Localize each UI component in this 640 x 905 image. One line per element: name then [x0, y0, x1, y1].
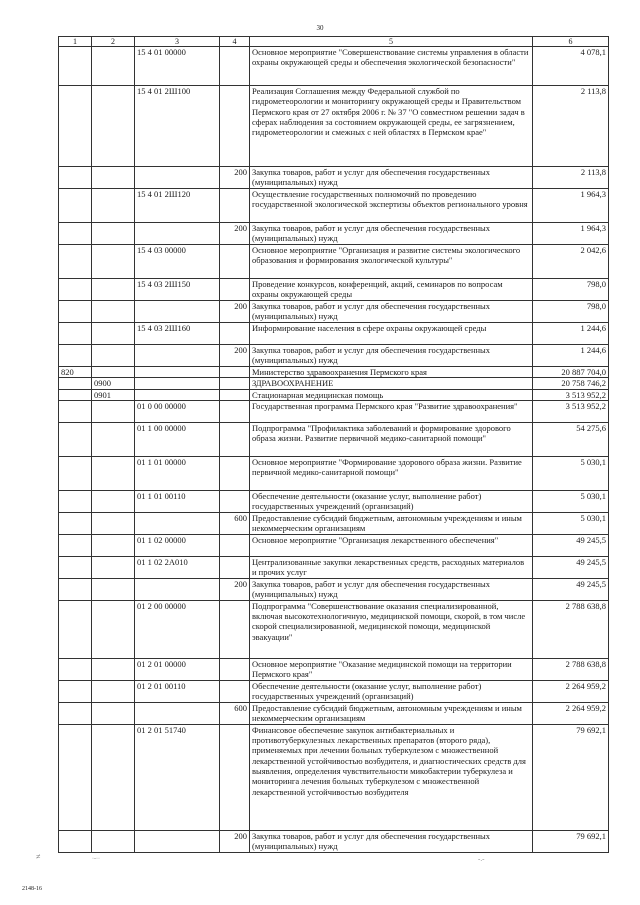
cell-section: [92, 702, 135, 724]
cell-expense-type: [220, 389, 250, 400]
cell-section: [92, 189, 135, 223]
cell-code-admin: [59, 534, 92, 556]
header-cell: 6: [533, 37, 609, 47]
cell-amount: 1 964,3: [533, 223, 609, 245]
table-row: [59, 556, 609, 578]
cell-description: Закупка товаров, работ и услуг для обеспечения государственных (муниципальных) нужд: [250, 301, 533, 323]
cell-target-article: 01 2 01 00110: [135, 680, 220, 702]
cell-code-admin: [59, 345, 92, 367]
cell-amount: 49 245,5: [533, 578, 609, 600]
cell-description: Закупка товаров, работ и услуг для обеспечения государственных (муниципальных) нужд: [250, 830, 533, 852]
cell-description: Предоставление субсидий бюджетным, автономным учреждениям и иным некоммерческим организациям: [250, 702, 533, 724]
cell-expense-type: 200: [220, 223, 250, 245]
cell-description: Обеспечение деятельности (оказание услуг, выполнение работ) государственных учреждений (организаций): [250, 680, 533, 702]
cell-amount: 2 788 638,8: [533, 658, 609, 680]
cell-target-article: 01 1 00 00000: [135, 422, 220, 456]
cell-expense-type: [220, 422, 250, 456]
cell-target-article: [135, 223, 220, 245]
cell-code-admin: [59, 389, 92, 400]
cell-amount: 2 788 638,8: [533, 600, 609, 658]
cell-target-article: [135, 301, 220, 323]
cell-code-admin: [59, 456, 92, 490]
cell-amount: 1 964,3: [533, 189, 609, 223]
cell-section: [92, 556, 135, 578]
cell-code-admin: [59, 556, 92, 578]
cell-code-admin: 820: [59, 367, 92, 378]
table-row: [59, 702, 609, 724]
cell-code-admin: [59, 378, 92, 389]
cell-description: Закупка товаров, работ и услуг для обеспечения государственных (муниципальных) нужд: [250, 223, 533, 245]
cell-section: [92, 490, 135, 512]
cell-code-admin: [59, 512, 92, 534]
cell-expense-type: [220, 600, 250, 658]
cell-target-article: 15 4 03 00000: [135, 245, 220, 279]
cell-target-article: 01 2 00 00000: [135, 600, 220, 658]
cell-description: Информирование населения в сфере охраны окружающей среды: [250, 323, 533, 345]
cell-amount: 798,0: [533, 279, 609, 301]
cell-amount: 49 245,5: [533, 534, 609, 556]
cell-expense-type: [220, 323, 250, 345]
table-row: [59, 512, 609, 534]
cell-target-article: 15 4 03 2Ш160: [135, 323, 220, 345]
table-row: [59, 830, 609, 852]
cell-code-admin: [59, 167, 92, 189]
cell-section: [92, 245, 135, 279]
cell-expense-type: 200: [220, 301, 250, 323]
cell-section: [92, 301, 135, 323]
cell-code-admin: [59, 600, 92, 658]
table-row: [59, 86, 609, 167]
cell-description: Подпрограмма "Профилактика заболеваний и формирование здорового образа жизни. Развитие первичной медико-санитарной помощи": [250, 422, 533, 456]
table-row: [59, 400, 609, 422]
cell-description: Закупка товаров, работ и услуг для обеспечения государственных (муниципальных) нужд: [250, 167, 533, 189]
table-row: [59, 389, 609, 400]
table-row: [59, 658, 609, 680]
table-row: [59, 578, 609, 600]
table-row: [59, 367, 609, 378]
cell-code-admin: [59, 47, 92, 86]
cell-code-admin: [59, 400, 92, 422]
cell-expense-type: [220, 400, 250, 422]
table-row: [59, 680, 609, 702]
table-row: [59, 279, 609, 301]
cell-amount: 1 244,6: [533, 323, 609, 345]
cell-code-admin: [59, 86, 92, 167]
cell-expense-type: 200: [220, 345, 250, 367]
cell-code-admin: [59, 578, 92, 600]
cell-amount: 54 275,6: [533, 422, 609, 456]
cell-amount: 2 264 959,2: [533, 680, 609, 702]
cell-section: [92, 600, 135, 658]
cell-target-article: 01 1 02 00000: [135, 534, 220, 556]
cell-expense-type: [220, 245, 250, 279]
cell-amount: 2 113,8: [533, 167, 609, 189]
cell-target-article: 01 2 01 00000: [135, 658, 220, 680]
cell-section: [92, 323, 135, 345]
cell-amount: 4 078,1: [533, 47, 609, 86]
cell-target-article: [135, 512, 220, 534]
cell-expense-type: 200: [220, 830, 250, 852]
cell-expense-type: [220, 658, 250, 680]
cell-section: [92, 680, 135, 702]
cell-target-article: 01 1 01 00110: [135, 490, 220, 512]
header-cell: 2: [92, 37, 135, 47]
cell-amount: 3 513 952,2: [533, 400, 609, 422]
cell-amount: 5 030,1: [533, 490, 609, 512]
cell-section: [92, 658, 135, 680]
table-row: [59, 490, 609, 512]
cell-section: [92, 422, 135, 456]
page-number: 30: [316, 24, 324, 32]
cell-amount: 2 113,8: [533, 86, 609, 167]
cell-target-article: [135, 378, 220, 389]
cell-expense-type: [220, 367, 250, 378]
table-row: [59, 724, 609, 830]
cell-section: [92, 578, 135, 600]
cell-description: Подпрограмма "Совершенствование оказания специализированной, включая высокотехнологичную, медицинской помощи, скорой, в том числе скорой специализированной, медицинской помощи, медицинской эвакуации": [250, 600, 533, 658]
cell-expense-type: [220, 556, 250, 578]
cell-description: Обеспечение деятельности (оказание услуг, выполнение работ) государственных учреждений (организаций): [250, 490, 533, 512]
cell-section: [92, 279, 135, 301]
cell-expense-type: [220, 456, 250, 490]
cell-target-article: 01 2 01 51740: [135, 724, 220, 830]
cell-section: [92, 223, 135, 245]
cell-description: Реализация Соглашения между Федеральной службой по гидрометеорологии и мониторингу окружающей среды и Правительством Пермского края от 27 октября 2006 г. № 37 "О совместном решении задач в сферах наблюдения за состоянием окружающей среды, ее загрязнением, гидрометеорологии и смежных с ней областях в Пермском крае": [250, 86, 533, 167]
cell-description: Министерство здравоохранения Пермского края: [250, 367, 533, 378]
cell-expense-type: [220, 534, 250, 556]
cell-expense-type: [220, 724, 250, 830]
cell-section: [92, 724, 135, 830]
table-row: [59, 378, 609, 389]
footer-note: 2148-16: [22, 886, 42, 892]
cell-amount: 3 513 952,2: [533, 389, 609, 400]
cell-expense-type: 200: [220, 167, 250, 189]
cell-expense-type: 600: [220, 512, 250, 534]
table-row: [59, 456, 609, 490]
table-row: [59, 47, 609, 86]
cell-code-admin: [59, 490, 92, 512]
cell-target-article: [135, 702, 220, 724]
cell-description: ЗДРАВООХРАНЕНИЕ: [250, 378, 533, 389]
header-cell: 5: [250, 37, 533, 47]
cell-section: [92, 167, 135, 189]
header-cell: 4: [220, 37, 250, 47]
cell-code-admin: [59, 658, 92, 680]
cell-target-article: 01 1 02 2А010: [135, 556, 220, 578]
cell-code-admin: [59, 301, 92, 323]
cell-description: Стационарная медицинская помощь: [250, 389, 533, 400]
scan-mark: ·-··: [92, 856, 100, 862]
cell-target-article: [135, 345, 220, 367]
cell-target-article: 15 4 01 00000: [135, 47, 220, 86]
cell-target-article: [135, 389, 220, 400]
cell-amount: 2 042,6: [533, 245, 609, 279]
cell-section: [92, 86, 135, 167]
cell-amount: 5 030,1: [533, 456, 609, 490]
cell-code-admin: [59, 724, 92, 830]
scan-mark: ≠: [36, 852, 41, 861]
cell-section: 0901: [92, 389, 135, 400]
cell-section: [92, 47, 135, 86]
table-row: [59, 189, 609, 223]
cell-amount: 49 245,5: [533, 556, 609, 578]
cell-amount: 5 030,1: [533, 512, 609, 534]
cell-target-article: [135, 578, 220, 600]
header-cell: 1: [59, 37, 92, 47]
cell-amount: 2 264 959,2: [533, 702, 609, 724]
cell-target-article: [135, 167, 220, 189]
cell-section: 0900: [92, 378, 135, 389]
cell-description: Проведение конкурсов, конференций, акций, семинаров по вопросам охраны окружающей среды: [250, 279, 533, 301]
cell-section: [92, 367, 135, 378]
cell-expense-type: [220, 86, 250, 167]
header-row: [59, 37, 609, 47]
table-row: [59, 600, 609, 658]
cell-section: [92, 512, 135, 534]
cell-target-article: [135, 830, 220, 852]
cell-description: Основное мероприятие "Организация лекарственного обеспечения": [250, 534, 533, 556]
cell-description: Закупка товаров, работ и услуг для обеспечения государственных (муниципальных) нужд: [250, 578, 533, 600]
cell-description: Централизованные закупки лекарственных средств, расходных материалов и прочих услуг: [250, 556, 533, 578]
cell-amount: 20 758 746,2: [533, 378, 609, 389]
cell-section: [92, 456, 135, 490]
cell-code-admin: [59, 245, 92, 279]
cell-code-admin: [59, 189, 92, 223]
table-row: [59, 323, 609, 345]
cell-description: Основное мероприятие "Совершенствование системы управления в области охраны окружающей среды и обеспечения экологической безопасности": [250, 47, 533, 86]
cell-expense-type: [220, 47, 250, 86]
cell-target-article: 15 4 03 2Ш150: [135, 279, 220, 301]
cell-code-admin: [59, 680, 92, 702]
cell-target-article: [135, 367, 220, 378]
table-row: [59, 167, 609, 189]
cell-expense-type: 200: [220, 578, 250, 600]
cell-target-article: 01 1 01 00000: [135, 456, 220, 490]
cell-expense-type: [220, 279, 250, 301]
table-row: [59, 534, 609, 556]
table-row: [59, 345, 609, 367]
table-row: [59, 422, 609, 456]
cell-description: Осуществление государственных полномочий по проведению государственной экологической экспертизы объектов регионального уровня: [250, 189, 533, 223]
cell-code-admin: [59, 279, 92, 301]
cell-expense-type: [220, 490, 250, 512]
cell-target-article: 01 0 00 00000: [135, 400, 220, 422]
table-row: [59, 223, 609, 245]
cell-expense-type: [220, 378, 250, 389]
cell-code-admin: [59, 323, 92, 345]
cell-expense-type: [220, 189, 250, 223]
cell-expense-type: [220, 680, 250, 702]
table-row: [59, 245, 609, 279]
cell-amount: 1 244,6: [533, 345, 609, 367]
cell-code-admin: [59, 422, 92, 456]
cell-description: Финансовое обеспечение закупок антибактериальных и противотуберкулезных лекарственных препаратов (второго ряда), применяемых при лечении больных туберкулезом с множественной лекарственной устойчивостью возбудителя, и диагностических средств для выявления, определения чувствительности микобактерии туберкулеза и мониторинга лечения больных туберкулезом с множественной лекарственной устойчивостью возбудителя: [250, 724, 533, 830]
cell-amount: 79 692,1: [533, 830, 609, 852]
cell-code-admin: [59, 702, 92, 724]
cell-section: [92, 830, 135, 852]
cell-description: Основное мероприятие "Оказание медицинской помощи на территории Пермского края": [250, 658, 533, 680]
cell-amount: 798,0: [533, 301, 609, 323]
cell-section: [92, 534, 135, 556]
header-cell: 3: [135, 37, 220, 47]
scan-mark: -.-: [478, 855, 485, 863]
cell-description: Государственная программа Пермского края "Развитие здравоохранения": [250, 400, 533, 422]
cell-target-article: 15 4 01 2Ш100: [135, 86, 220, 167]
table-row: [59, 301, 609, 323]
cell-expense-type: 600: [220, 702, 250, 724]
cell-section: [92, 400, 135, 422]
cell-description: Закупка товаров, работ и услуг для обеспечения государственных (муниципальных) нужд: [250, 345, 533, 367]
cell-target-article: 15 4 01 2Ш120: [135, 189, 220, 223]
budget-table: [58, 36, 609, 853]
cell-description: Предоставление субсидий бюджетным, автономным учреждениям и иным некоммерческим организациям: [250, 512, 533, 534]
cell-section: [92, 345, 135, 367]
cell-description: Основное мероприятие "Организация и развитие системы экологического образования и формирования экологической культуры": [250, 245, 533, 279]
cell-code-admin: [59, 223, 92, 245]
cell-code-admin: [59, 830, 92, 852]
cell-description: Основное мероприятие "Формирование здорового образа жизни. Развитие первичной медико-санитарной помощи": [250, 456, 533, 490]
cell-amount: 79 692,1: [533, 724, 609, 830]
cell-amount: 20 887 704,0: [533, 367, 609, 378]
